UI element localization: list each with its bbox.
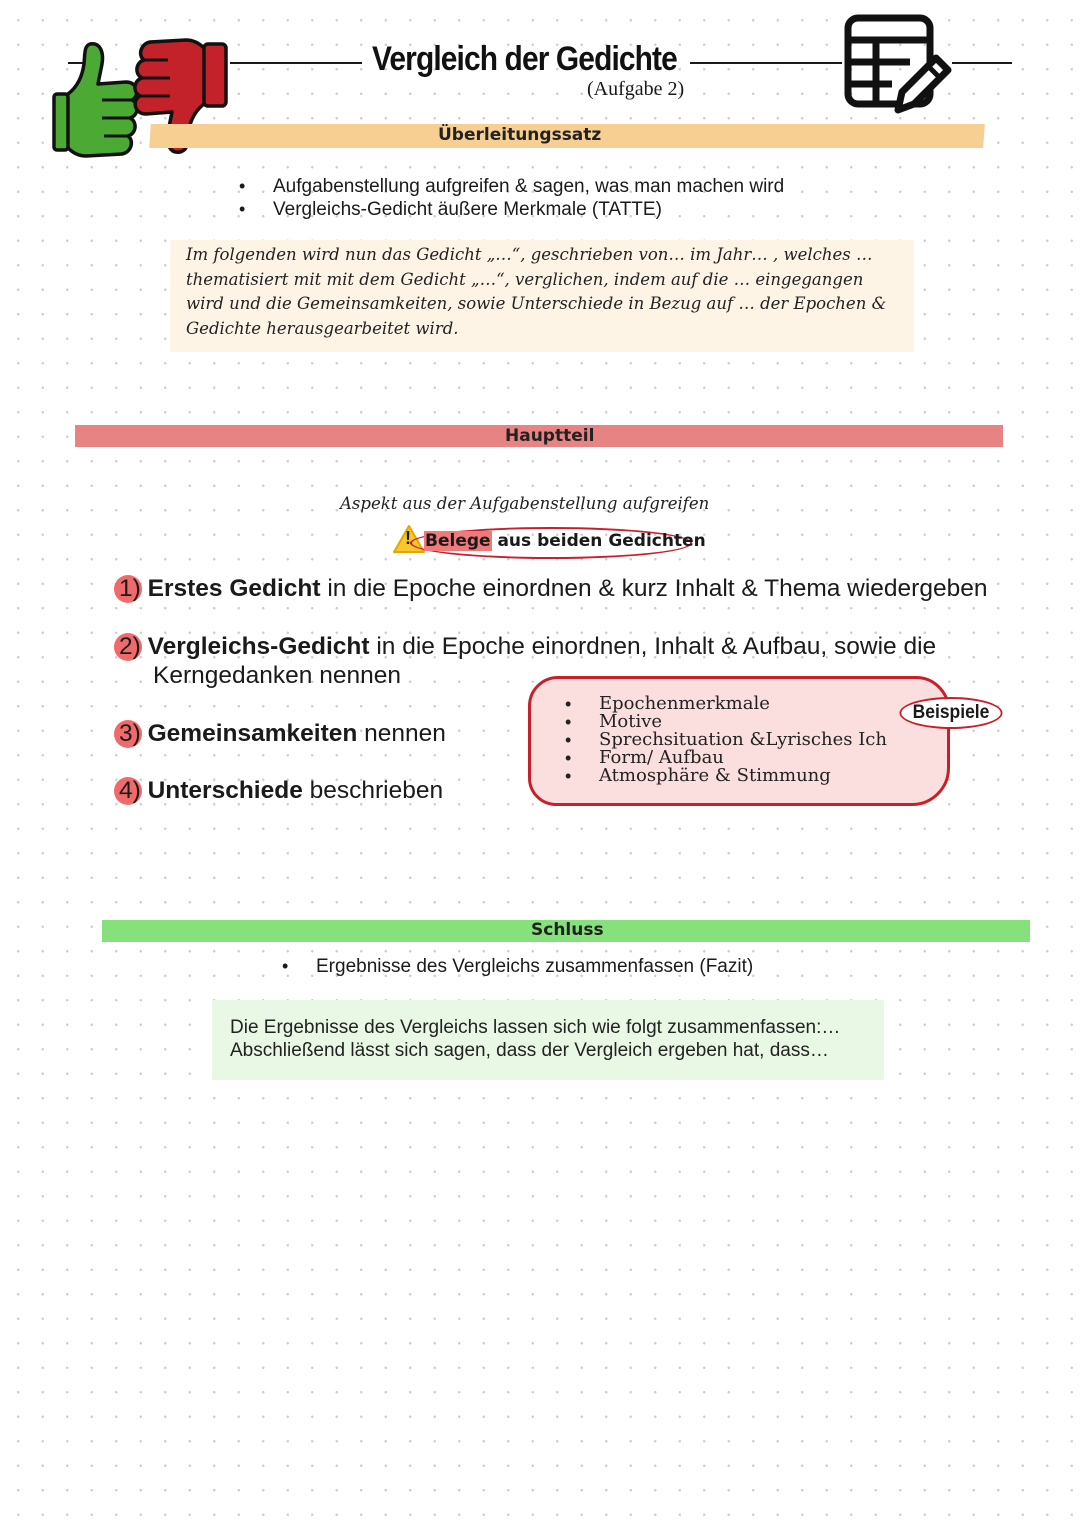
- step-text-continued: Kerngedanken nennen: [153, 662, 401, 689]
- step-text: nennen: [357, 720, 446, 747]
- step-number: 3): [119, 720, 141, 747]
- step-3: [119, 719, 446, 748]
- page-title: Vergleich der Gedichte: [372, 40, 677, 78]
- end-example-box: [212, 1000, 884, 1080]
- examples-label: Beispiele: [899, 697, 1002, 729]
- thumbs-up-icon: [52, 38, 144, 166]
- list-item: • Atmosphäre & Stimmung: [565, 767, 887, 785]
- end-heading: Schluss: [531, 920, 604, 940]
- example-line: Im folgenden wird nun das Gedicht „…“, geschrieben von… im Jahr… , welches …: [186, 245, 873, 264]
- list-item: • Epochenmerkmale: [565, 695, 887, 713]
- step-keyword: Erstes Gedicht: [147, 575, 321, 602]
- list-item: • Ergebnisse des Vergleichs zusammenfassen (Fazit): [282, 955, 753, 978]
- examples-list: [565, 695, 887, 785]
- example-line: Abschließend lässt sich sagen, dass der Vergleich ergeben hat, dass…: [230, 1040, 829, 1061]
- example-line: Gedichte herausgearbeitet wird.: [186, 318, 459, 338]
- intro-example-box: [170, 240, 914, 352]
- evidence-note: [424, 531, 706, 551]
- list-item: • Aufgabenstellung aufgreifen & sagen, was man machen wird: [239, 175, 784, 198]
- example-line: thematisiert mit mit dem Gedicht „…“, verglichen, indem auf die … eingegangen: [186, 269, 864, 289]
- step-number: 4): [119, 777, 141, 804]
- header-rule-right-b: [952, 62, 1012, 64]
- end-bullet-list: [282, 955, 753, 978]
- table-pencil-icon: [840, 12, 952, 122]
- page-subtitle: (Aufgabe 2): [587, 78, 685, 100]
- step-keyword: Gemeinsamkeiten: [147, 720, 358, 747]
- step-text: in die Epoche einordnen, Inhalt & Aufbau, sowie die: [369, 633, 937, 660]
- step-4: [119, 776, 443, 805]
- header-rule-right-a: [690, 62, 842, 64]
- intro-heading: Überleitungssatz: [438, 125, 602, 145]
- step-number: 2): [119, 633, 141, 660]
- header-rule-left-b: [230, 62, 362, 64]
- step-text: in die Epoche einordnen & kurz Inhalt & Thema wiedergeben: [320, 575, 988, 602]
- list-item: • Form/ Aufbau: [565, 749, 887, 767]
- list-item: • Sprechsituation &Lyrisches Ich: [565, 731, 887, 749]
- step-1: [119, 574, 987, 603]
- evidence-rest: aus beiden Gedichten: [491, 531, 706, 551]
- list-item: • Vergleichs-Gedicht äußere Merkmale (TATTE): [239, 198, 784, 221]
- evidence-highlight: Belege: [425, 531, 491, 551]
- warning-mark: !: [405, 528, 411, 548]
- intro-bullet-list: [239, 175, 784, 221]
- main-note: Aspekt aus der Aufgabenstellung aufgreifen: [340, 494, 710, 513]
- step-keyword: Vergleichs-Gedicht: [147, 633, 370, 660]
- example-line: Die Ergebnisse des Vergleichs lassen sich wie folgt zusammenfassen:…: [230, 1017, 841, 1038]
- examples-box: [528, 676, 950, 806]
- step-number: 1): [119, 575, 141, 602]
- main-heading: Hauptteil: [505, 426, 595, 446]
- step-keyword: Unterschiede: [147, 777, 303, 804]
- example-line: wird und die Gemeinsamkeiten, sowie Unterschiede in Bezug auf … der Epochen &: [186, 294, 887, 313]
- list-item: • Motive: [565, 713, 887, 731]
- step-text: beschrieben: [302, 777, 444, 804]
